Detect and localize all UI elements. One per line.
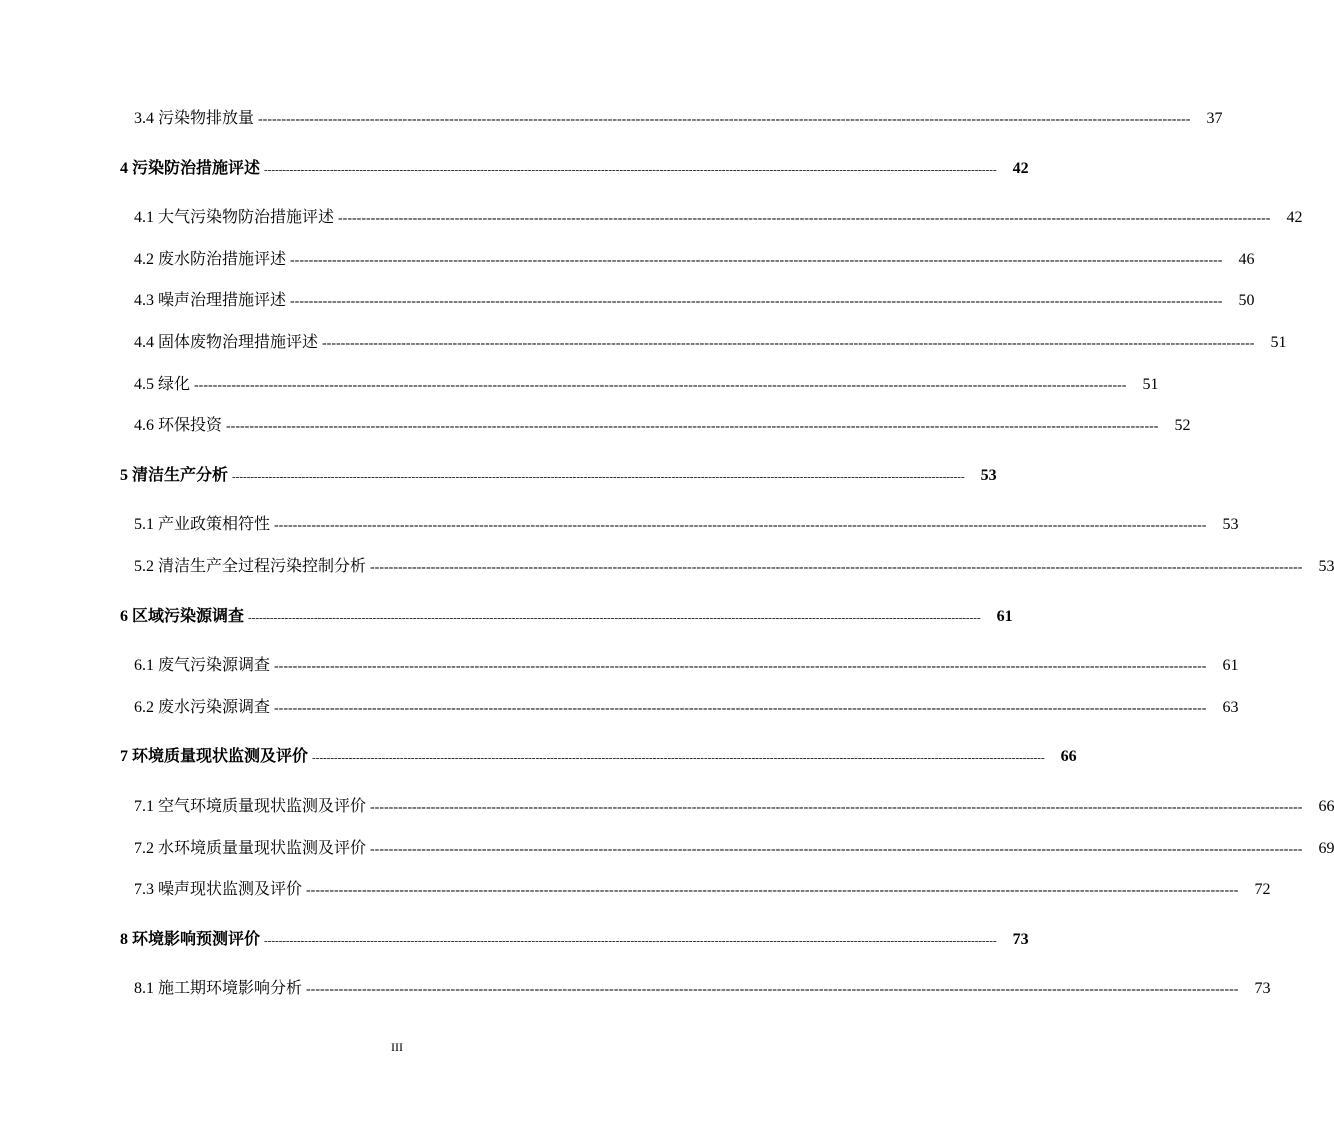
page-number: III bbox=[391, 1040, 403, 1054]
toc-entry-title: 噪声治理措施评述 bbox=[158, 290, 287, 309]
toc-entry-number: 4.6 bbox=[134, 417, 154, 434]
toc-entry-number: 7.3 bbox=[134, 881, 154, 898]
toc-entry-number: 5.2 bbox=[134, 558, 154, 575]
toc-entry-number: 3.4 bbox=[134, 110, 154, 127]
toc-entry-title: 绿化 bbox=[158, 374, 191, 393]
dot-leader: -------------------------------------------------------------------------------------------------------------------------------------------------------------------------------------------------------- bbox=[264, 164, 997, 176]
toc-entry-title: 空气环境质量现状监测及评价 bbox=[158, 796, 367, 815]
dot-leader: -------------------------------------------------------------------------------------------------------------------------------------------------------------------------------------------------------- bbox=[322, 336, 1255, 351]
toc-entry-title: 环境影响预测评价 bbox=[132, 929, 261, 948]
toc-entry-number: 4.2 bbox=[134, 251, 154, 268]
toc-chapter-entry[interactable] bbox=[120, 927, 1029, 951]
toc-chapter-entry[interactable] bbox=[120, 604, 1013, 628]
toc-entry-page: 50 bbox=[1238, 292, 1255, 309]
dot-leader: -------------------------------------------------------------------------------------------------------------------------------------------------------------------------------------------------------- bbox=[194, 378, 1127, 393]
toc-chapter-entry[interactable] bbox=[120, 744, 1077, 768]
toc-entry[interactable] bbox=[134, 836, 1334, 860]
toc-entry-title: 施工期环境影响分析 bbox=[158, 978, 303, 997]
dot-leader: -------------------------------------------------------------------------------------------------------------------------------------------------------------------------------------------------------- bbox=[264, 935, 997, 947]
toc-entry-number: 4.4 bbox=[134, 334, 154, 351]
toc-entry-title: 环保投资 bbox=[158, 415, 223, 434]
dot-leader: -------------------------------------------------------------------------------------------------------------------------------------------------------------------------------------------------------- bbox=[370, 842, 1303, 857]
dot-leader: -------------------------------------------------------------------------------------------------------------------------------------------------------------------------------------------------------- bbox=[290, 294, 1223, 309]
dot-leader: -------------------------------------------------------------------------------------------------------------------------------------------------------------------------------------------------------- bbox=[306, 883, 1239, 898]
toc-entry-title: 产业政策相符性 bbox=[158, 514, 271, 533]
toc-entry[interactable] bbox=[134, 877, 1271, 901]
toc-entry-number: 5 bbox=[120, 467, 128, 484]
toc-entry-page: 53 bbox=[1318, 558, 1334, 575]
toc-chapter-entry[interactable] bbox=[120, 156, 1029, 180]
toc-entry[interactable] bbox=[134, 330, 1287, 354]
dot-leader: -------------------------------------------------------------------------------------------------------------------------------------------------------------------------------------------------------- bbox=[274, 701, 1207, 716]
toc-entry-page: 72 bbox=[1254, 881, 1271, 898]
toc-entry[interactable] bbox=[134, 512, 1239, 536]
toc-entry[interactable] bbox=[134, 372, 1159, 396]
toc-entry-title: 污染防治措施评述 bbox=[132, 158, 261, 177]
toc-entry-number: 8 bbox=[120, 931, 128, 948]
dot-leader: -------------------------------------------------------------------------------------------------------------------------------------------------------------------------------------------------------- bbox=[274, 518, 1207, 533]
toc-entry[interactable] bbox=[134, 106, 1223, 130]
toc-entry-number: 6.2 bbox=[134, 699, 154, 716]
dot-leader: -------------------------------------------------------------------------------------------------------------------------------------------------------------------------------------------------------- bbox=[274, 659, 1207, 674]
toc-entry-title: 清洁生产全过程污染控制分析 bbox=[158, 556, 367, 575]
toc-entry-number: 4.5 bbox=[134, 376, 154, 393]
dot-leader: -------------------------------------------------------------------------------------------------------------------------------------------------------------------------------------------------------- bbox=[290, 253, 1223, 268]
toc-entry[interactable] bbox=[134, 695, 1239, 719]
toc-entry[interactable] bbox=[134, 413, 1191, 437]
toc-entry-page: 53 bbox=[1222, 516, 1239, 533]
toc-entry-number: 7.1 bbox=[134, 798, 154, 815]
toc-entry-title: 废水污染源调查 bbox=[158, 697, 271, 716]
toc-entry[interactable] bbox=[134, 247, 1255, 271]
toc-entry-page: 73 bbox=[1012, 931, 1029, 948]
toc-chapter-entry[interactable] bbox=[120, 463, 997, 487]
toc-entry-title: 大气污染物防治措施评述 bbox=[158, 207, 335, 226]
toc-entry[interactable] bbox=[134, 205, 1303, 229]
toc-entry-page: 53 bbox=[980, 467, 997, 484]
toc-entry-title: 环境质量现状监测及评价 bbox=[132, 746, 309, 765]
toc-entry[interactable] bbox=[134, 288, 1255, 312]
toc-entry-title: 废气污染源调查 bbox=[158, 655, 271, 674]
dot-leader: -------------------------------------------------------------------------------------------------------------------------------------------------------------------------------------------------------- bbox=[370, 560, 1303, 575]
toc-entry-page: 37 bbox=[1206, 110, 1223, 127]
toc-entry-page: 51 bbox=[1142, 376, 1159, 393]
toc-entry[interactable] bbox=[134, 554, 1334, 578]
toc-entry-page: 51 bbox=[1270, 334, 1287, 351]
dot-leader: -------------------------------------------------------------------------------------------------------------------------------------------------------------------------------------------------------- bbox=[232, 471, 965, 483]
toc-entry-title: 固体废物治理措施评述 bbox=[158, 332, 319, 351]
dot-leader: -------------------------------------------------------------------------------------------------------------------------------------------------------------------------------------------------------- bbox=[306, 982, 1239, 997]
dot-leader: -------------------------------------------------------------------------------------------------------------------------------------------------------------------------------------------------------- bbox=[370, 800, 1303, 815]
toc-entry-page: 63 bbox=[1222, 699, 1239, 716]
toc-entry-page: 42 bbox=[1012, 160, 1029, 177]
toc-entry-number: 4 bbox=[120, 160, 128, 177]
toc-entry-number: 6.1 bbox=[134, 657, 154, 674]
dot-leader: -------------------------------------------------------------------------------------------------------------------------------------------------------------------------------------------------------- bbox=[226, 419, 1159, 434]
toc-entry-number: 4.1 bbox=[134, 209, 154, 226]
toc-entry-page: 61 bbox=[996, 608, 1013, 625]
dot-leader: -------------------------------------------------------------------------------------------------------------------------------------------------------------------------------------------------------- bbox=[338, 211, 1271, 226]
toc-entry-page: 61 bbox=[1222, 657, 1239, 674]
toc-entry-title: 清洁生产分析 bbox=[132, 465, 229, 484]
toc-entry-page: 69 bbox=[1318, 840, 1334, 857]
toc-entry-page: 52 bbox=[1174, 417, 1191, 434]
toc-entry-page: 66 bbox=[1318, 798, 1334, 815]
toc-entry-title: 水环境质量量现状监测及评价 bbox=[158, 838, 367, 857]
toc-entry-number: 7.2 bbox=[134, 840, 154, 857]
dot-leader: -------------------------------------------------------------------------------------------------------------------------------------------------------------------------------------------------------- bbox=[248, 612, 981, 624]
toc-entry-title: 噪声现状监测及评价 bbox=[158, 879, 303, 898]
dot-leader: -------------------------------------------------------------------------------------------------------------------------------------------------------------------------------------------------------- bbox=[258, 112, 1191, 127]
toc-entry-title: 区域污染源调查 bbox=[132, 606, 245, 625]
toc-entry-page: 46 bbox=[1238, 251, 1255, 268]
toc-entry-number: 5.1 bbox=[134, 516, 154, 533]
toc-entry-number: 8.1 bbox=[134, 980, 154, 997]
dot-leader: -------------------------------------------------------------------------------------------------------------------------------------------------------------------------------------------------------- bbox=[312, 752, 1045, 764]
toc-entry-title: 废水防治措施评述 bbox=[158, 249, 287, 268]
toc-entry-page: 73 bbox=[1254, 980, 1271, 997]
toc-entry-number: 4.3 bbox=[134, 292, 154, 309]
toc-entry-title: 污染物排放量 bbox=[158, 108, 255, 127]
toc-entry-number: 7 bbox=[120, 748, 128, 765]
toc-entry[interactable] bbox=[134, 976, 1271, 1000]
toc-entry[interactable] bbox=[134, 794, 1334, 818]
toc-entry-page: 66 bbox=[1060, 748, 1077, 765]
toc-entry-number: 6 bbox=[120, 608, 128, 625]
toc-entry[interactable] bbox=[134, 653, 1239, 677]
toc-entry-page: 42 bbox=[1286, 209, 1303, 226]
